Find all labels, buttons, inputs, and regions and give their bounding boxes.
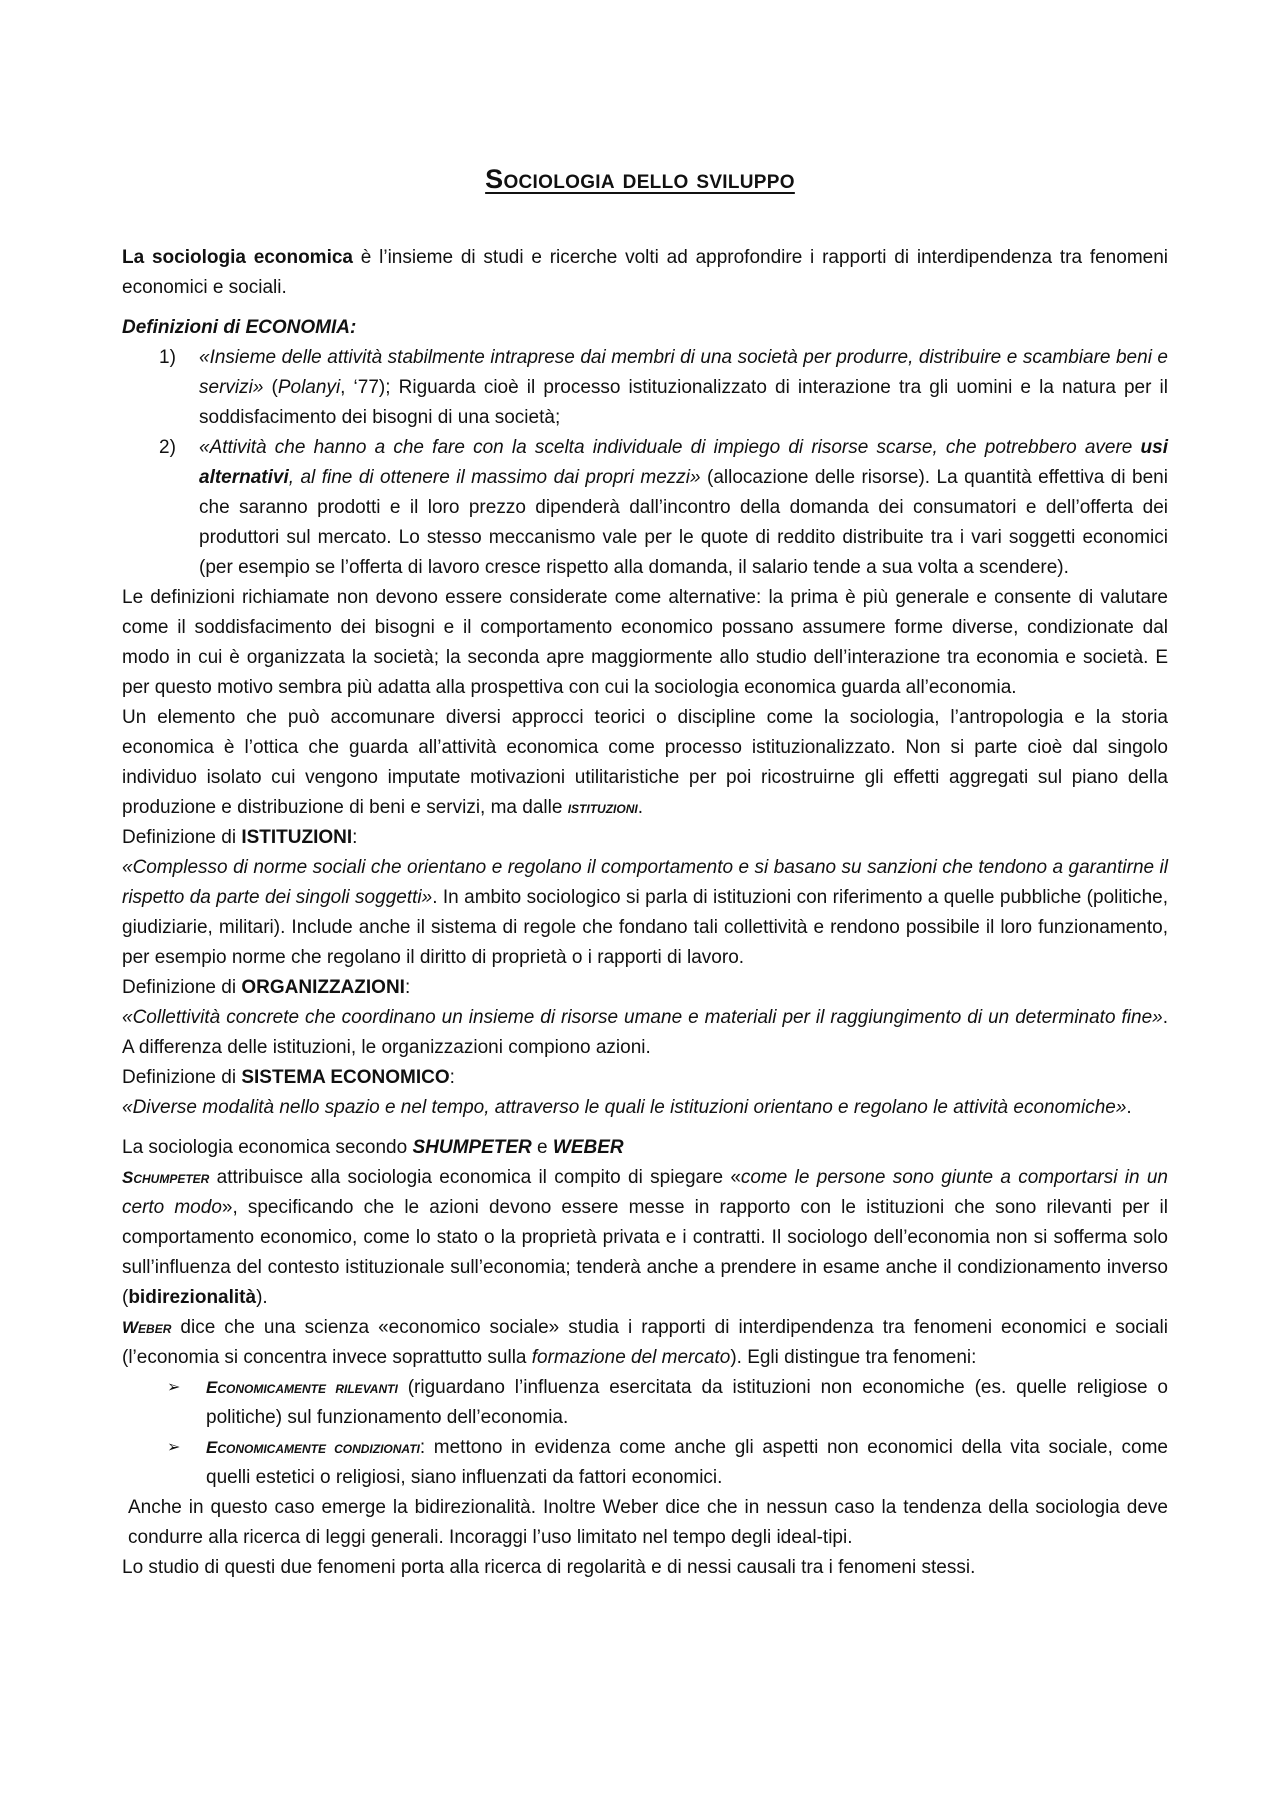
definition-item-2: 2) «Attività che hanno a che fare con la scelta individuale di impiego di risorse scarse, che potrebbero avere usi alternativi, al fine di ottenere il massimo dai propri mezzi» (allocazione delle risorse). La quantità effettiva di beni che saranno prodotti e il loro prezzo dipenderà dall’incontro della domanda dei consumatori e dell’offerta dei produttori sul mercato. Lo stesso meccanismo vale per le quote di reddito distribuite tra i vari soggetti economici (per esempio se l’offerta di lavoro cresce rispetto alla domanda, il salario tende a sua volta a scendere). xyxy=(159,437,1168,578)
arrow-bullet-icon: ➢ xyxy=(167,1379,181,1396)
weber-paragraph: Weber dice che una scienza «economico sociale» studia i rapporti di interdipendenza tra fenomeni economici e sociali (l’economia si concentra invece soprattutto sulla formazione del mercato). Egli distingue tra fenomeni: xyxy=(122,1317,1168,1368)
istituzioni-label: Definizione di ISTITUZIONI: xyxy=(122,827,358,848)
organizzazioni-label: Definizione di ORGANIZZAZIONI: xyxy=(122,977,411,998)
list-item: ➢ Economicamente rilevanti (riguardano l’influenza esercitata da istituzioni non economiche (es. quelle religiose o politiche) sul funzionamento dell’economia. xyxy=(122,1373,1168,1433)
page-title: Sociologia dello sviluppo xyxy=(485,164,795,194)
schumpeter-weber-heading: La sociologia economica secondo SHUMPETER e WEBER xyxy=(122,1137,624,1158)
bidirezionalita-paragraph: Anche in questo caso emerge la bidirezionalità. Inoltre Weber dice che in nessun caso la tendenza della sociologia deve condurre alla ricerca di leggi generali. Incoraggi l’uso limitato nel tempo degli ideal-tipi. xyxy=(128,1497,1168,1548)
economia-label: Definizioni di ECONOMIA: xyxy=(122,317,357,338)
final-paragraph: Lo studio di questi due fenomeni porta alla ricerca di regolarità e di nessi causali tra i fenomeni stessi. xyxy=(122,1557,976,1578)
sistema-label: Definizione di SISTEMA ECONOMICO: xyxy=(122,1067,455,1088)
definizioni-paragraph: Le definizioni richiamate non devono essere considerate come alternative: la prima è più generale e consente di valutare come il soddisfacimento dei bisogni e il comportamento economico possano assumere forme diverse, condizionate dal modo in cui è organizzata la società; la seconda apre maggiormente allo studio dell’interazione tra economia e società. E per questo motivo sembra più adatta alla prospettiva con cui la sociologia economica guarda all’economia. xyxy=(122,587,1168,698)
section-gap xyxy=(122,1123,1168,1133)
istituzioni-term: istituzioni xyxy=(567,798,638,817)
schumpeter-paragraph: Schumpeter attribuisce alla sociologia economica il compito di spiegare «come le persone sono giunte a comportarsi in un certo modo», specificando che le azioni devono essere messe in rapporto con le istituzioni che sono rilevanti per il comportamento economico, come lo stato o la proprietà privata e i contratti. Il sociologo dell’economia non si sofferma solo sull’influenza del contesto istituzionale sull’economia; tenderà anche a prendere in esame anche il condizionamento inverso (bidirezionalità). xyxy=(122,1167,1168,1308)
elemento-paragraph: Un elemento che può accomunare diversi approcci teorici o discipline come la sociologia, l’antropologia e la storia economica è l’ottica che guarda all’attività economica come processo istituzionalizzato. Non si parte cioè dal singolo individuo isolato cui vengono imputate motivazioni utilitaristiche per poi ricostruirne gli effetti aggregati sul piano della produzione e distribuzione di beni e servizi, ma dalle istituzioni. xyxy=(122,707,1168,818)
document-body xyxy=(122,243,1168,1583)
sistema-definition: «Diverse modalità nello spazio e nel tempo, attraverso le quali le istituzioni orientano e regolano le attività economiche». xyxy=(122,1097,1132,1118)
intro-lead: La sociologia economica xyxy=(122,247,353,268)
arrow-bullet-icon: ➢ xyxy=(167,1439,181,1456)
intro-paragraph: La sociologia economica è l’insieme di studi e ricerche volti ad approfondire i rapporti di interdipendenza tra fenomeni economici e sociali. xyxy=(122,247,1168,298)
istituzioni-definition: «Complesso di norme sociali che orientano e regolano il comportamento e si basano su sanzioni che tendono a garantirne il rispetto da parte dei singoli soggetti». In ambito sociologico si parla di istituzioni con riferimento a quelle pubbliche (politiche, giudiziarie, militari). Include anche il sistema di regole che fondano tali collettività e rendono possibile il loro funzionamento, per esempio norme che regolano il diritto di proprietà o i rapporti di lavoro. xyxy=(122,857,1168,968)
definition-item-1: 1) «Insieme delle attività stabilmente intraprese dai membri di una società per produrre, distribuire e scambiare beni e servizi» (Polanyi, ‘77); Riguarda cioè il processo istituzionalizzato di interazione tra gli uomini e la natura per il soddisfacimento dei bisogni di una società; xyxy=(159,347,1168,428)
economia-definitions xyxy=(122,343,1168,583)
list-item: ➢ Economicamente condizionati: mettono in evidenza come anche gli aspetti non economici della vita sociale, come quelli estetici o religiosi, siano influenzati da fattori economici. xyxy=(122,1433,1168,1493)
organizzazioni-definition: «Collettività concrete che coordinano un insieme di risorse umane e materiali per il raggiungimento di un determinato fine». A differenza delle istituzioni, le organizzazioni compiono azioni. xyxy=(122,1007,1168,1058)
weber-phenomena-list xyxy=(122,1373,1168,1493)
schumpeter-name: Schumpeter xyxy=(122,1168,210,1187)
weber-name: Weber xyxy=(122,1318,172,1337)
